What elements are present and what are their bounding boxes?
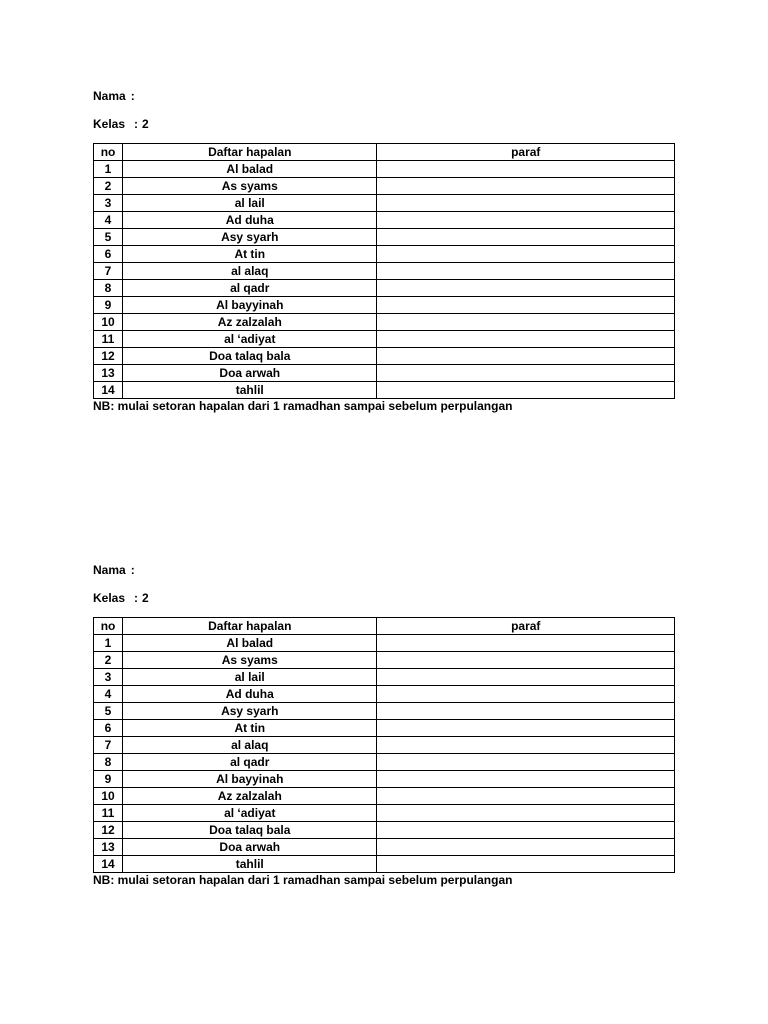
table-row bbox=[94, 669, 675, 686]
paraf-cell[interactable] bbox=[377, 178, 675, 195]
surah-name: al lail bbox=[123, 669, 377, 686]
table-row bbox=[94, 737, 675, 754]
surah-name: tahlil bbox=[123, 382, 377, 399]
class-value: 2 bbox=[142, 591, 149, 605]
paraf-cell[interactable] bbox=[377, 314, 675, 331]
surah-name: al ‘adiyat bbox=[123, 805, 377, 822]
row-number: 14 bbox=[94, 856, 123, 873]
paraf-cell[interactable] bbox=[377, 822, 675, 839]
paraf-cell[interactable] bbox=[377, 771, 675, 788]
row-number: 13 bbox=[94, 839, 123, 856]
table-body bbox=[94, 635, 675, 873]
surah-name: al lail bbox=[123, 195, 377, 212]
paraf-cell[interactable] bbox=[377, 382, 675, 399]
name-separator: : bbox=[130, 563, 135, 577]
paraf-cell[interactable] bbox=[377, 805, 675, 822]
table-row bbox=[94, 161, 675, 178]
paraf-cell[interactable] bbox=[377, 365, 675, 382]
surah-name: Ad duha bbox=[123, 686, 377, 703]
paraf-cell[interactable] bbox=[377, 754, 675, 771]
table-row bbox=[94, 720, 675, 737]
row-number: 5 bbox=[94, 229, 123, 246]
table-row bbox=[94, 246, 675, 263]
surah-name: Az zalzalah bbox=[123, 314, 377, 331]
header-no: no bbox=[94, 618, 123, 635]
memorization-table bbox=[93, 143, 675, 399]
surah-name: Doa arwah bbox=[123, 365, 377, 382]
header-paraf: paraf bbox=[377, 144, 675, 161]
table-row bbox=[94, 348, 675, 365]
paraf-cell[interactable] bbox=[377, 331, 675, 348]
row-number: 12 bbox=[94, 822, 123, 839]
memorization-sheet bbox=[93, 88, 675, 414]
surah-name: At tin bbox=[123, 720, 377, 737]
surah-name: al qadr bbox=[123, 754, 377, 771]
row-number: 4 bbox=[94, 212, 123, 229]
table-body bbox=[94, 161, 675, 399]
surah-name: Al balad bbox=[123, 635, 377, 652]
row-number: 11 bbox=[94, 331, 123, 348]
name-label: Nama bbox=[93, 89, 126, 103]
class-separator: : bbox=[134, 117, 139, 131]
row-number: 1 bbox=[94, 635, 123, 652]
surah-name: As syams bbox=[123, 178, 377, 195]
surah-name: Doa talaq bala bbox=[123, 348, 377, 365]
table-row bbox=[94, 652, 675, 669]
paraf-cell[interactable] bbox=[377, 856, 675, 873]
row-number: 9 bbox=[94, 771, 123, 788]
name-field bbox=[93, 88, 675, 104]
paraf-cell[interactable] bbox=[377, 652, 675, 669]
header-surah: Daftar hapalan bbox=[123, 144, 377, 161]
table-row bbox=[94, 331, 675, 348]
table-row bbox=[94, 805, 675, 822]
row-number: 13 bbox=[94, 365, 123, 382]
surah-name: al ‘adiyat bbox=[123, 331, 377, 348]
row-number: 7 bbox=[94, 263, 123, 280]
name-label: Nama bbox=[93, 563, 126, 577]
name-field bbox=[93, 562, 675, 578]
row-number: 12 bbox=[94, 348, 123, 365]
row-number: 7 bbox=[94, 737, 123, 754]
table-row bbox=[94, 856, 675, 873]
surah-name: al alaq bbox=[123, 737, 377, 754]
row-number: 4 bbox=[94, 686, 123, 703]
surah-name: Az zalzalah bbox=[123, 788, 377, 805]
row-number: 10 bbox=[94, 788, 123, 805]
table-row bbox=[94, 263, 675, 280]
row-number: 3 bbox=[94, 669, 123, 686]
surah-name: Al balad bbox=[123, 161, 377, 178]
paraf-cell[interactable] bbox=[377, 297, 675, 314]
paraf-cell[interactable] bbox=[377, 212, 675, 229]
name-separator: : bbox=[130, 89, 135, 103]
paraf-cell[interactable] bbox=[377, 263, 675, 280]
table-row bbox=[94, 280, 675, 297]
memorization-table bbox=[93, 617, 675, 873]
row-number: 14 bbox=[94, 382, 123, 399]
paraf-cell[interactable] bbox=[377, 161, 675, 178]
table-row bbox=[94, 754, 675, 771]
surah-name: At tin bbox=[123, 246, 377, 263]
surah-name: Al bayyinah bbox=[123, 297, 377, 314]
surah-name: Asy syarh bbox=[123, 229, 377, 246]
header-surah: Daftar hapalan bbox=[123, 618, 377, 635]
row-number: 6 bbox=[94, 246, 123, 263]
class-field bbox=[93, 116, 675, 132]
header-no: no bbox=[94, 144, 123, 161]
table-row bbox=[94, 297, 675, 314]
table-header-row bbox=[94, 618, 675, 635]
class-value: 2 bbox=[142, 117, 149, 131]
table-row bbox=[94, 788, 675, 805]
row-number: 11 bbox=[94, 805, 123, 822]
row-number: 8 bbox=[94, 280, 123, 297]
paraf-cell[interactable] bbox=[377, 737, 675, 754]
paraf-cell[interactable] bbox=[377, 686, 675, 703]
row-number: 2 bbox=[94, 652, 123, 669]
paraf-cell[interactable] bbox=[377, 669, 675, 686]
surah-name: tahlil bbox=[123, 856, 377, 873]
row-number: 3 bbox=[94, 195, 123, 212]
class-label: Kelas bbox=[93, 117, 126, 131]
table-row bbox=[94, 314, 675, 331]
surah-name: al qadr bbox=[123, 280, 377, 297]
table-row bbox=[94, 195, 675, 212]
table-row bbox=[94, 365, 675, 382]
surah-name: Asy syarh bbox=[123, 703, 377, 720]
memorization-sheet bbox=[93, 562, 675, 888]
surah-name: Doa talaq bala bbox=[123, 822, 377, 839]
paraf-cell[interactable] bbox=[377, 195, 675, 212]
surah-name: Al bayyinah bbox=[123, 771, 377, 788]
row-number: 8 bbox=[94, 754, 123, 771]
row-number: 6 bbox=[94, 720, 123, 737]
paraf-cell[interactable] bbox=[377, 348, 675, 365]
table-row bbox=[94, 686, 675, 703]
table-row bbox=[94, 771, 675, 788]
paraf-cell[interactable] bbox=[377, 788, 675, 805]
table-row bbox=[94, 703, 675, 720]
row-number: 5 bbox=[94, 703, 123, 720]
table-row bbox=[94, 822, 675, 839]
table-row bbox=[94, 212, 675, 229]
paraf-cell[interactable] bbox=[377, 720, 675, 737]
table-row bbox=[94, 635, 675, 652]
table-row bbox=[94, 839, 675, 856]
table-row bbox=[94, 382, 675, 399]
row-number: 9 bbox=[94, 297, 123, 314]
row-number: 1 bbox=[94, 161, 123, 178]
class-field bbox=[93, 590, 675, 606]
row-number: 10 bbox=[94, 314, 123, 331]
row-number: 2 bbox=[94, 178, 123, 195]
class-separator: : bbox=[134, 591, 139, 605]
paraf-cell[interactable] bbox=[377, 703, 675, 720]
paraf-cell[interactable] bbox=[377, 280, 675, 297]
table-row bbox=[94, 229, 675, 246]
surah-name: Doa arwah bbox=[123, 839, 377, 856]
table-row bbox=[94, 178, 675, 195]
paraf-cell[interactable] bbox=[377, 635, 675, 652]
surah-name: Ad duha bbox=[123, 212, 377, 229]
note-text: NB: mulai setoran hapalan dari 1 ramadhan sampai sebelum perpulangan bbox=[93, 873, 513, 887]
header-paraf: paraf bbox=[377, 618, 675, 635]
table-header-row bbox=[94, 144, 675, 161]
paraf-cell[interactable] bbox=[377, 839, 675, 856]
note-text: NB: mulai setoran hapalan dari 1 ramadhan sampai sebelum perpulangan bbox=[93, 399, 513, 413]
surah-name: al alaq bbox=[123, 263, 377, 280]
surah-name: As syams bbox=[123, 652, 377, 669]
class-label: Kelas bbox=[93, 591, 126, 605]
paraf-cell[interactable] bbox=[377, 229, 675, 246]
paraf-cell[interactable] bbox=[377, 246, 675, 263]
